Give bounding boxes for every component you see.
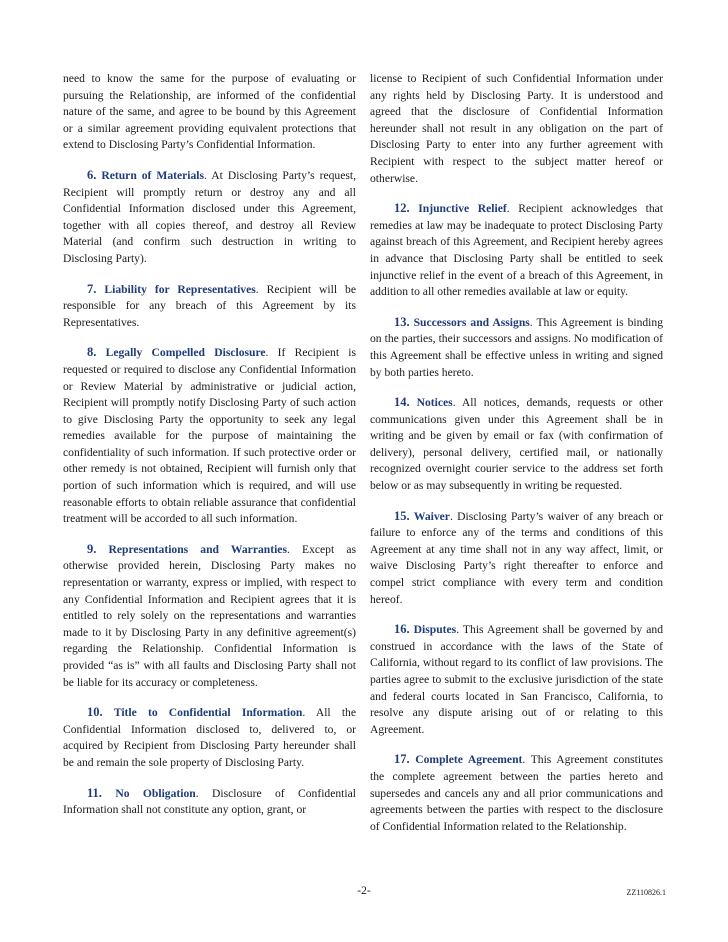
section-12-injunctive-relief: 12. Injunctive Relief. Recipient acknowledges that remedies at law may be inadequate to protect Disclosing Party against breach of this Agreement, and Recipient hereby agrees in advance that Disclosing Party shall be entitled to seek injunctive relief in the event of a breach of this Agreement, in addition to all other remedies available at law or equity. — [370, 201, 663, 299]
page-number: -2- — [357, 885, 371, 897]
section-9-representations: 9. Representations and Warranties. Except as otherwise provided herein, Disclosing Party makes no representation or warranty, express or implied, with respect to any Confidential Information and Recipient agrees that it is entitled to rely solely on the representations and warranties made to it by Disclosing Party in any definitive agreement(s) regarding the Relationship. Confidential Information is provided “as is” with all faults and Disclosing Party shall not be liable for its accuracy or completeness. — [63, 541, 356, 689]
section-14-notices: 14. Notices. All notices, demands, requests or other communications given under this Agreement shall be in writing and be given by email or fax (with confirmation of delivery), personal delivery, certified mail, or nationally recognized overnight courier service to the address set forth below or as may subsequently in writing be requested. — [370, 395, 663, 493]
section-10-title: 10. Title to Confidential Information. All the Confidential Information disclosed to, delivered to, or acquired by Recipient from Disclosing Party hereunder shall be and remain the sole property of Disclosing Party. — [63, 705, 356, 769]
right-column — [370, 71, 663, 848]
section-17-complete-agreement: 17. Complete Agreement. This Agreement constitutes the complete agreement between the parties hereto and supersedes and cancels any and all prior communications and agreements between the parties with respect to the disclosure of Confidential Information related to the Relationship. — [370, 752, 663, 833]
section-8-legally-compelled-disclosure: 8. Legally Compelled Disclosure. If Recipient is requested or required to disclose any Confidential Information or Review Material by administrative or judicial action, Recipient will promptly notify Disclosing Party of such action to give Disclosing Party the opportunity to seek any legal remedies available for the purpose of maintaining the confidentiality of such information. If such protective order or other remedy is not obtained, Recipient will furnish only that portion of such information which is required, and will use reasonable efforts to obtain reliable assurance that confidential treatment will be accorded to all such information. — [63, 345, 356, 526]
section-13-successors: 13. Successors and Assigns. This Agreement is binding on the parties, their successors and assigns. No modification of this Agreement shall be effective unless in writing and signed by both parties hereto. — [370, 314, 664, 379]
section-15-waiver: 15. Waiver. Disclosing Party’s waiver of any breach or failure to enforce any of the terms and conditions of this Agreement at any time shall not in any way affect, limit, or waive Disclosing Party’s right thereafter to enforce and compel strict compliance with every term and condition hereof. — [370, 508, 663, 606]
section-7-liability: 7. Liability for Representatives. Recipient will be responsible for any breach of this Agreement by its Representatives. — [63, 281, 356, 329]
left-column — [63, 71, 356, 832]
document-id: ZZ110826.1 — [626, 888, 666, 897]
section-16-disputes: 16. Disputes. This Agreement shall be governed by and construed in accordance with the laws of the State of California, without regard to its conflict of law provisions. The parties agree to submit to the exclusive jurisdiction of the state and federal courts located in San Francisco, California, to resolve any dispute arising out of or relating to this Agreement. — [370, 622, 663, 736]
paragraph-continued: license to Recipient of such Confidential Information under any rights held by Disclosing Party. It is understood and agreed that the disclosure of Confidential Information hereunder shall not result in any obligation on the part of Disclosing Party to enter into any further agreement with Recipient with respect to the subject matter hereof or otherwise. — [370, 72, 663, 185]
paragraph-continued: need to know the same for the purpose of evaluating or pursuing the Relationship, are informed of the confidential nature of the same, and agree to be bound by this Agreement or a similar agreement providing equivalent protections that extend to Disclosing Party’s Confidential Information. — [63, 72, 356, 152]
section-11-no-obligation: 11. No Obligation. Disclosure of Confidential Information shall not constitute any option, grant, or — [63, 785, 356, 817]
section-6-return-of-materials: 6. Return of Materials. At Disclosing Party’s request, Recipient will promptly return or destroy any and all Confidential Information disclosed under this Agreement, together with all copies thereof, and destroy all Review Material (and confirm such destruction in writing to Disclosing Party). — [63, 167, 356, 265]
